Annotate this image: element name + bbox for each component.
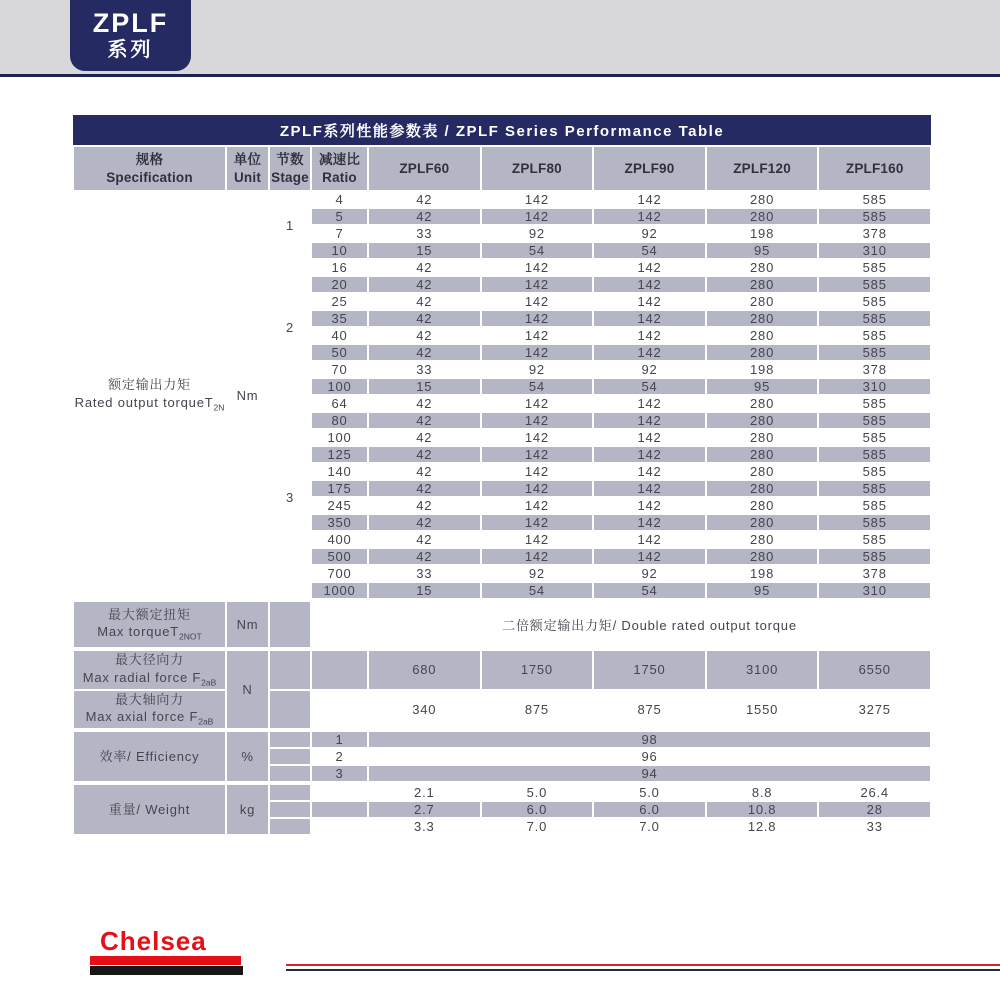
value-cell: 142	[593, 395, 706, 412]
efficiency-unit: %	[226, 730, 269, 783]
value-cell: 875	[481, 690, 594, 731]
value-cell: 142	[593, 276, 706, 293]
value-cell: 280	[706, 276, 819, 293]
value-cell: 280	[706, 514, 819, 531]
value-cell: 6550	[818, 649, 931, 690]
value-cell: 142	[481, 276, 594, 293]
value-cell: 142	[593, 208, 706, 225]
value-cell: 42	[368, 191, 481, 208]
spec-rated-output-torque	[73, 191, 226, 600]
value-cell: 92	[481, 225, 594, 242]
value-cell: 378	[818, 565, 931, 582]
value-cell: 142	[593, 463, 706, 480]
stage-cell: 1	[269, 191, 311, 259]
stage-cell: 3	[269, 395, 311, 600]
value-cell: 142	[481, 191, 594, 208]
col-header-spec	[73, 146, 226, 191]
ratio-cell: 4	[311, 191, 368, 208]
logo-bar-black	[90, 966, 243, 975]
table-row	[73, 783, 931, 801]
axial-label-cn: 最大轴向力	[114, 691, 184, 707]
efficiency-section	[73, 730, 931, 783]
series-tab-line2: 系列	[107, 38, 154, 61]
radial-label-en: Max radial force $F_{2aB}$	[82, 669, 217, 688]
value-cell: 98	[368, 730, 931, 748]
value-cell: 142	[593, 293, 706, 310]
value-cell: 94	[368, 765, 931, 783]
value-cell: 1750	[593, 649, 706, 690]
value-cell: 280	[706, 191, 819, 208]
value-cell: 142	[481, 480, 594, 497]
rule-line-black	[286, 969, 1000, 971]
value-cell: 7.0	[593, 818, 706, 835]
spec-axial-force	[73, 690, 226, 731]
value-cell: 15	[368, 378, 481, 395]
col-header-unit-cn: 单位	[233, 151, 262, 167]
col-header-zplf60: ZPLF60	[368, 146, 481, 191]
empty-stage-cell	[269, 748, 311, 765]
value-cell: 33	[818, 818, 931, 835]
value-cell: 280	[706, 548, 819, 565]
value-cell: 26.4	[818, 783, 931, 801]
value-cell: 280	[706, 344, 819, 361]
value-cell: 3275	[818, 690, 931, 731]
value-cell: 280	[706, 208, 819, 225]
value-cell: 142	[481, 310, 594, 327]
value-cell: 42	[368, 463, 481, 480]
value-cell: 95	[706, 242, 819, 259]
value-cell: 54	[593, 378, 706, 395]
value-cell: 378	[818, 225, 931, 242]
value-cell: 142	[593, 412, 706, 429]
table-row	[73, 600, 931, 649]
value-cell: 585	[818, 276, 931, 293]
col-header-ratio-en: Ratio	[322, 169, 357, 185]
table-title: ZPLF系列性能参数表 / ZPLF Series Performance Table	[73, 115, 931, 146]
value-cell: 92	[593, 565, 706, 582]
value-cell: 585	[818, 497, 931, 514]
value-cell: 280	[706, 327, 819, 344]
value-cell: 340	[368, 690, 481, 731]
weight-section	[73, 783, 931, 835]
empty-stage-cell	[269, 730, 311, 748]
ratio-cell: 175	[311, 480, 368, 497]
ratio-cell: 70	[311, 361, 368, 378]
table-row	[73, 730, 931, 748]
spec-radial-force	[73, 649, 226, 690]
rated-torque-section	[73, 191, 931, 600]
col-header-stage-cn: 节数	[276, 151, 304, 167]
footer	[0, 924, 1000, 984]
value-cell: 1550	[706, 690, 819, 731]
max-torque-label-cn: 最大额定扭矩	[108, 606, 191, 622]
value-cell: 42	[368, 276, 481, 293]
empty-ratio-cell	[311, 818, 368, 835]
value-cell: 142	[593, 191, 706, 208]
value-cell: 875	[593, 690, 706, 731]
value-cell: 585	[818, 446, 931, 463]
torque-label-en: Rated output torqueT$_{2N}$	[74, 394, 225, 413]
spec-table	[72, 115, 932, 836]
value-cell: 280	[706, 259, 819, 276]
value-cell: 3100	[706, 649, 819, 690]
value-cell: 585	[818, 514, 931, 531]
col-header-zplf120: ZPLF120	[706, 146, 819, 191]
value-cell: 92	[593, 225, 706, 242]
value-cell: 54	[481, 378, 594, 395]
value-cell: 92	[481, 361, 594, 378]
value-cell: 585	[818, 293, 931, 310]
col-header-ratio	[311, 146, 368, 191]
ratio-cell: 10	[311, 242, 368, 259]
value-cell: 585	[818, 429, 931, 446]
series-tab	[70, 0, 191, 71]
value-cell: 33	[368, 225, 481, 242]
value-cell: 280	[706, 497, 819, 514]
ratio-cell: 100	[311, 378, 368, 395]
value-cell: 280	[706, 446, 819, 463]
ratio-cell: 400	[311, 531, 368, 548]
empty-ratio-cell	[311, 690, 368, 731]
value-cell: 280	[706, 395, 819, 412]
value-cell: 142	[481, 327, 594, 344]
value-cell: 280	[706, 310, 819, 327]
value-cell: 585	[818, 548, 931, 565]
ratio-cell: 1000	[311, 582, 368, 600]
stage-cell: 3	[311, 765, 368, 783]
value-cell: 142	[481, 548, 594, 565]
value-cell: 142	[481, 446, 594, 463]
value-cell: 3.3	[368, 818, 481, 835]
col-header-stage-en: Stage	[271, 169, 309, 185]
value-cell: 12.8	[706, 818, 819, 835]
header-row	[73, 146, 931, 191]
value-cell: 142	[593, 548, 706, 565]
value-cell: 142	[481, 259, 594, 276]
value-cell: 142	[481, 514, 594, 531]
value-cell: 142	[593, 327, 706, 344]
value-cell: 142	[481, 463, 594, 480]
value-cell: 42	[368, 259, 481, 276]
value-cell: 42	[368, 531, 481, 548]
value-cell: 54	[481, 242, 594, 259]
value-cell: 28	[818, 801, 931, 818]
table-row	[73, 690, 931, 731]
value-cell: 585	[818, 531, 931, 548]
value-cell: 142	[593, 497, 706, 514]
value-cell: 142	[593, 446, 706, 463]
ratio-cell: 7	[311, 225, 368, 242]
value-cell: 378	[818, 361, 931, 378]
col-header-zplf90: ZPLF90	[593, 146, 706, 191]
ratio-cell: 140	[311, 463, 368, 480]
value-cell: 310	[818, 378, 931, 395]
value-cell: 280	[706, 412, 819, 429]
value-cell: 142	[481, 344, 594, 361]
value-cell: 142	[593, 531, 706, 548]
value-cell: 10.8	[706, 801, 819, 818]
value-cell: 92	[481, 565, 594, 582]
force-unit: N	[226, 649, 269, 730]
value-cell: 585	[818, 310, 931, 327]
ratio-cell: 20	[311, 276, 368, 293]
value-cell: 96	[368, 748, 931, 765]
value-cell: 92	[593, 361, 706, 378]
value-cell: 42	[368, 293, 481, 310]
col-header-stage	[269, 146, 311, 191]
value-cell: 585	[818, 259, 931, 276]
rule-line-red	[286, 964, 1000, 966]
value-cell: 585	[818, 344, 931, 361]
value-cell: 142	[593, 514, 706, 531]
empty-stage-cell	[269, 801, 311, 818]
ratio-cell: 100	[311, 429, 368, 446]
ratio-cell: 5	[311, 208, 368, 225]
value-cell: 8.8	[706, 783, 819, 801]
brand-logo-text: Chelsea	[100, 926, 207, 956]
col-header-zplf80: ZPLF80	[481, 146, 594, 191]
col-header-unit	[226, 146, 269, 191]
force-section	[73, 649, 931, 730]
ratio-cell: 40	[311, 327, 368, 344]
ratio-cell: 50	[311, 344, 368, 361]
value-cell: 585	[818, 480, 931, 497]
stage-cell: 2	[311, 748, 368, 765]
value-cell: 1750	[481, 649, 594, 690]
ratio-cell: 35	[311, 310, 368, 327]
value-cell: 142	[593, 310, 706, 327]
ratio-cell: 500	[311, 548, 368, 565]
value-cell: 33	[368, 565, 481, 582]
torque-label-cn: 额定输出力矩	[108, 377, 191, 393]
value-cell: 280	[706, 429, 819, 446]
col-header-zplf160: ZPLF160	[818, 146, 931, 191]
empty-ratio-cell	[311, 649, 368, 690]
value-cell: 54	[481, 582, 594, 600]
max-torque-note: 二倍额定输出力矩/ Double rated output torque	[311, 600, 931, 649]
value-cell: 142	[593, 259, 706, 276]
value-cell: 142	[593, 344, 706, 361]
value-cell: 142	[593, 480, 706, 497]
ratio-cell: 350	[311, 514, 368, 531]
value-cell: 280	[706, 293, 819, 310]
value-cell: 7.0	[481, 818, 594, 835]
value-cell: 280	[706, 531, 819, 548]
value-cell: 42	[368, 344, 481, 361]
value-cell: 2.1	[368, 783, 481, 801]
torque-unit: Nm	[226, 191, 269, 600]
value-cell: 585	[818, 191, 931, 208]
stage-cell: 2	[269, 259, 311, 395]
empty-ratio-cell	[311, 783, 368, 801]
spec-efficiency: 效率/ Efficiency	[73, 730, 226, 783]
ratio-cell: 80	[311, 412, 368, 429]
ratio-cell: 245	[311, 497, 368, 514]
value-cell: 95	[706, 378, 819, 395]
value-cell: 42	[368, 446, 481, 463]
max-torque-unit: Nm	[226, 600, 269, 649]
value-cell: 95	[706, 582, 819, 600]
value-cell: 142	[481, 531, 594, 548]
ratio-cell: 16	[311, 259, 368, 276]
value-cell: 585	[818, 412, 931, 429]
series-tab-line1: ZPLF	[92, 8, 169, 39]
value-cell: 280	[706, 480, 819, 497]
value-cell: 42	[368, 497, 481, 514]
value-cell: 198	[706, 361, 819, 378]
value-cell: 5.0	[481, 783, 594, 801]
col-header-spec-en: Specification	[106, 169, 193, 185]
empty-stage-cell	[269, 690, 311, 731]
empty-ratio-cell	[311, 801, 368, 818]
value-cell: 42	[368, 310, 481, 327]
value-cell: 5.0	[593, 783, 706, 801]
axial-label-en: Max axial force $F_{2aB}$	[85, 709, 214, 727]
performance-table	[72, 115, 932, 836]
value-cell: 680	[368, 649, 481, 690]
ratio-cell: 25	[311, 293, 368, 310]
col-header-spec-cn: 规格	[135, 151, 164, 167]
value-cell: 198	[706, 225, 819, 242]
value-cell: 33	[368, 361, 481, 378]
value-cell: 142	[481, 293, 594, 310]
ratio-cell: 125	[311, 446, 368, 463]
value-cell: 42	[368, 514, 481, 531]
max-torque-label-en: Max torqueT$_{2NOT}$	[97, 624, 202, 642]
col-header-unit-en: Unit	[233, 169, 262, 185]
value-cell: 310	[818, 242, 931, 259]
value-cell: 42	[368, 548, 481, 565]
value-cell: 54	[593, 582, 706, 600]
value-cell: 54	[593, 242, 706, 259]
value-cell: 42	[368, 208, 481, 225]
logo-bar-red	[90, 956, 241, 965]
value-cell: 42	[368, 429, 481, 446]
value-cell: 585	[818, 463, 931, 480]
value-cell: 142	[481, 429, 594, 446]
value-cell: 142	[481, 395, 594, 412]
spec-weight: 重量/ Weight	[73, 783, 226, 835]
value-cell: 42	[368, 412, 481, 429]
table-row	[73, 649, 931, 690]
ratio-cell: 64	[311, 395, 368, 412]
empty-stage-cell	[269, 649, 311, 690]
radial-label-cn: 最大径向力	[114, 652, 184, 667]
value-cell: 15	[368, 582, 481, 600]
value-cell: 585	[818, 327, 931, 344]
value-cell: 142	[593, 429, 706, 446]
value-cell: 198	[706, 565, 819, 582]
empty-stage-cell	[269, 783, 311, 801]
table-row	[73, 191, 931, 208]
value-cell: 2.7	[368, 801, 481, 818]
value-cell: 15	[368, 242, 481, 259]
weight-unit: kg	[226, 783, 269, 835]
value-cell: 280	[706, 463, 819, 480]
ratio-cell: 700	[311, 565, 368, 582]
col-header-ratio-cn: 减速比	[318, 151, 361, 167]
value-cell: 42	[368, 480, 481, 497]
value-cell: 42	[368, 395, 481, 412]
max-torque-section	[73, 600, 931, 649]
value-cell: 42	[368, 327, 481, 344]
value-cell: 310	[818, 582, 931, 600]
value-cell: 142	[481, 497, 594, 514]
value-cell: 585	[818, 395, 931, 412]
value-cell: 585	[818, 208, 931, 225]
value-cell: 142	[481, 208, 594, 225]
value-cell: 6.0	[481, 801, 594, 818]
empty-stage-cell	[269, 600, 311, 649]
value-cell: 6.0	[593, 801, 706, 818]
value-cell: 142	[481, 412, 594, 429]
empty-stage-cell	[269, 818, 311, 835]
stage-cell: 1	[311, 730, 368, 748]
spec-max-torque	[73, 600, 226, 649]
empty-stage-cell	[269, 765, 311, 783]
